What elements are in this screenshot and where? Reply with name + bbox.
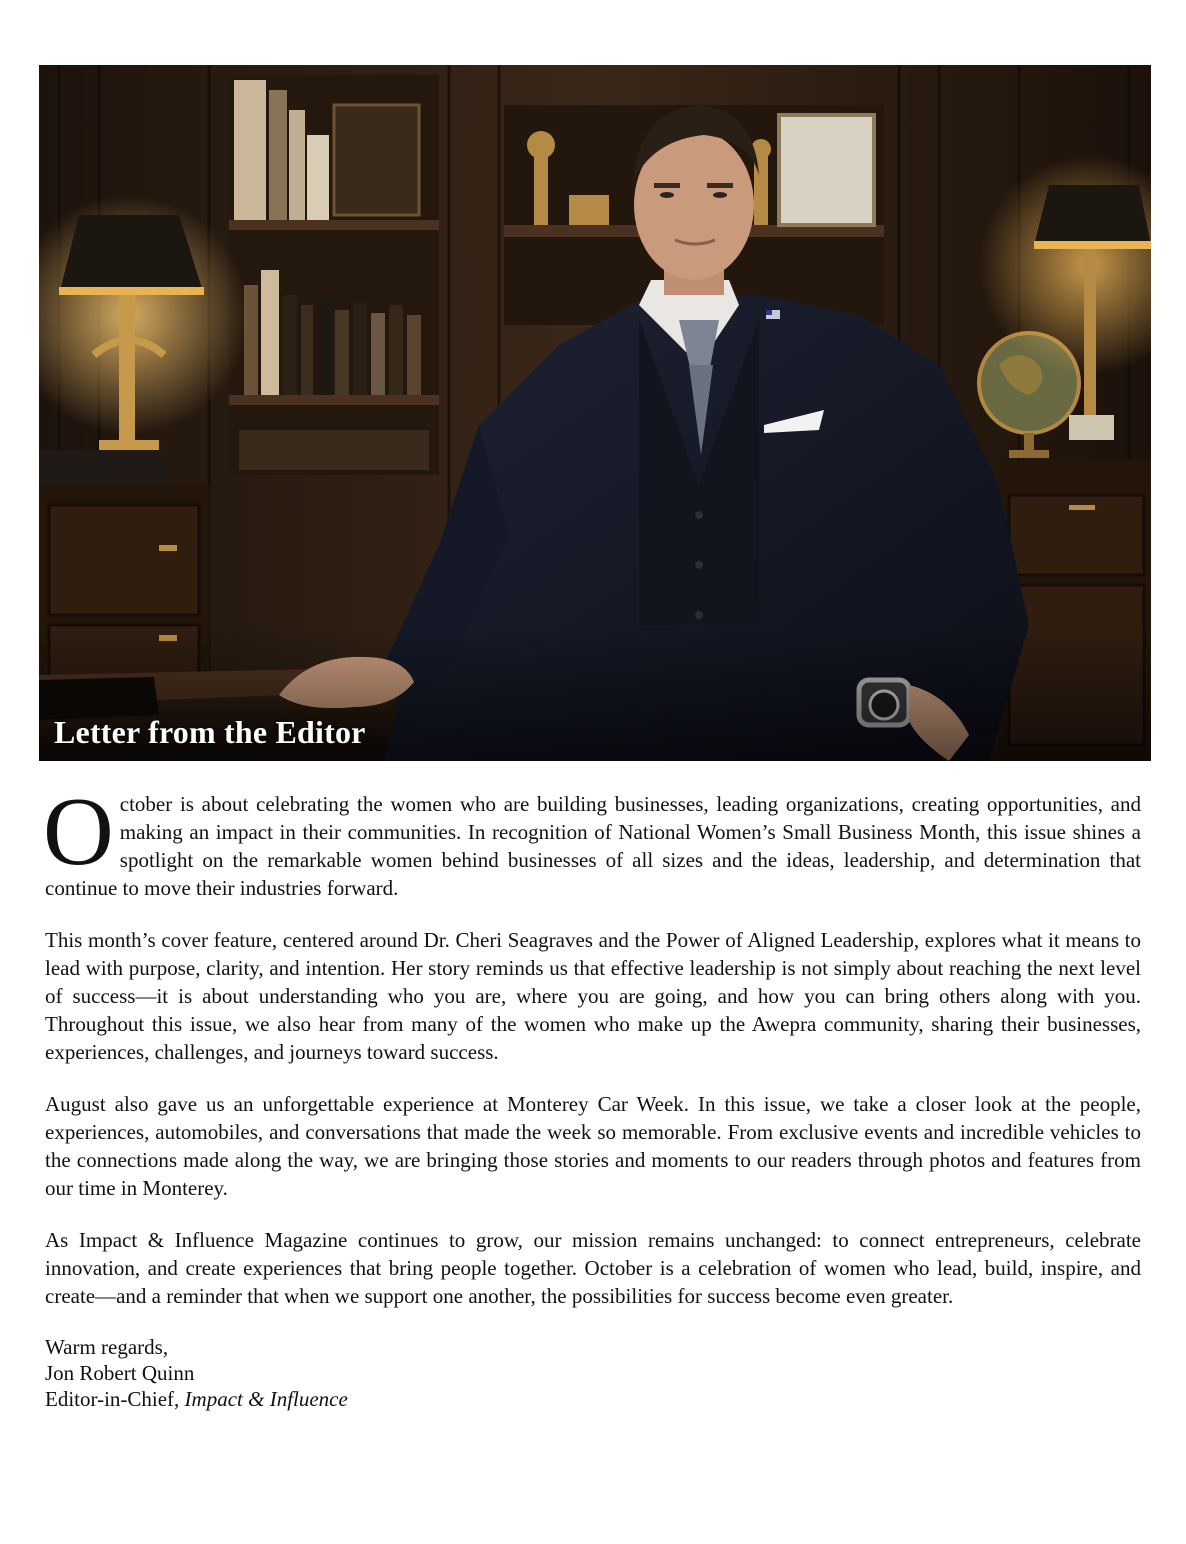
publication-name: Impact & Influence	[184, 1387, 348, 1411]
signature-name: Jon Robert Quinn	[45, 1361, 195, 1385]
signature-role: Editor-in-Chief,	[45, 1387, 180, 1411]
hero-photo	[39, 65, 1151, 761]
intro-paragraph-text: ctober is about celebrating the women who are building businesses, leading organizations, creating opportunities, and making an impact in their communities. In recognition of National Women’s Small Business Month, this issue shines a spotlight on the remarkable women behind businesses of all sizes and the ideas, leadership, and determination that continue to move their industries forward.	[45, 792, 1141, 900]
body-paragraph: August also gave us an unforgettable experience at Monterey Car Week. In this issue, we take a closer look at the people, experiences, automobiles, and conversations that made the week so memorable. From exclusive events and incredible vehicles to the connections made along the way, we are bringing those stories and moments to our readers through photos and features from our time in Monterey.	[45, 1092, 1141, 1200]
signature-role-line	[45, 1386, 1141, 1412]
editor-portrait-image	[39, 65, 1151, 761]
body-paragraph: As Impact & Influence Magazine continues to grow, our mission remains unchanged: to connect entrepreneurs, celebrate innovation, and create experiences that bring people together. October is a celebration of women who lead, build, inspire, and create—and a reminder that when we support one another, the possibilities for success become even greater.	[45, 1228, 1141, 1308]
intro-paragraph	[43, 778, 1141, 902]
body-paragraph: This month’s cover feature, centered around Dr. Cheri Seagraves and the Power of Aligned Leadership, explores what it means to lead with purpose, clarity, and intention. Her story reminds us that effective leadership is not simply about reaching the next level of success—it is about understanding who you are, where you are going, and how you can bring others along with you. Throughout this issue, we also hear from many of the women who make up the Awepra community, sharing their businesses, experiences, challenges, and journeys toward success.	[45, 928, 1141, 1064]
signature-block	[45, 1334, 1141, 1412]
signature-closing: Warm regards,	[45, 1335, 169, 1359]
page-title: Letter from the Editor	[54, 714, 366, 750]
drop-cap-letter: O	[43, 778, 114, 886]
editor-letter-body	[43, 778, 1141, 1412]
